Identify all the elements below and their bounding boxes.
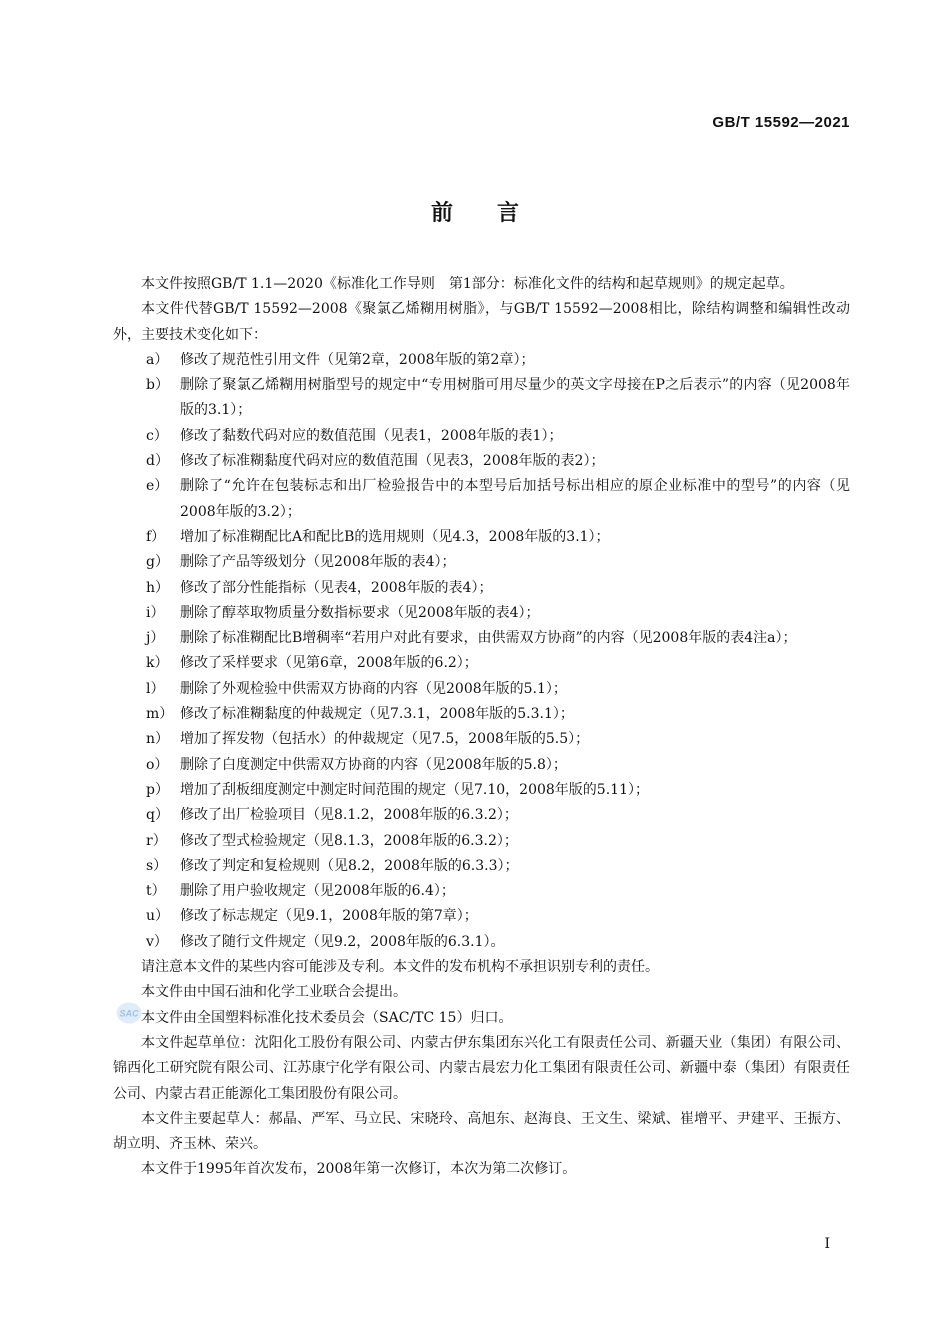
list-item [113, 677, 850, 702]
list-marker: f） [146, 528, 166, 545]
list-item [113, 854, 850, 879]
list-item [113, 727, 850, 752]
list-text: 修改了标准糊黏度代码对应的数值范围（见表3，2008年版的表2）； [180, 453, 605, 470]
list-marker: v） [146, 933, 168, 950]
list-marker: u） [146, 908, 170, 925]
list-marker: o） [146, 756, 169, 773]
patent-notice: 请注意本文件的某些内容可能涉及专利。本文件的发布机构不承担识别专利的责任。 [141, 959, 659, 976]
list-text: 删除了标准糊配比B增稠率“若用户对此有要求，由供需双方协商”的内容（见2008年版的表4注a）； [180, 630, 797, 647]
list-item [113, 576, 850, 601]
page-number: I [824, 1236, 830, 1252]
page-title: 前言 [430, 201, 563, 226]
list-marker: b） [146, 377, 169, 394]
list-item [113, 829, 850, 854]
sac-logo-icon [116, 1002, 142, 1024]
list-item [113, 626, 850, 651]
list-text: 修改了规范性引用文件（见第2章，2008年版的第2章）； [180, 351, 535, 368]
list-marker: l） [146, 680, 165, 697]
list-marker: i） [146, 604, 165, 621]
list-marker: g） [146, 554, 169, 571]
list-marker: a） [146, 351, 169, 368]
list-text: 增加了标准糊配比A和配比B的选用规则（见4.3，2008年版的3.1）； [180, 528, 610, 545]
list-item [113, 424, 850, 449]
list-marker: r） [146, 832, 167, 849]
list-text: 修改了黏数代码对应的数值范围（见表1，2008年版的表1）； [180, 427, 563, 444]
changes-list [113, 348, 850, 955]
list-text: 修改了标准糊黏度的仲裁规定（见7.3.1，2008年版的5.3.1）； [180, 706, 574, 723]
list-text: 修改了采样要求（见第6章，2008年版的6.2）； [180, 655, 478, 672]
committee-paragraph: 本文件由全国塑料标准化技术委员会（SAC/TC 15）归口。 [141, 1009, 513, 1026]
list-marker: k） [146, 655, 169, 672]
list-marker: c） [146, 427, 168, 444]
list-item [113, 930, 850, 955]
list-item [113, 449, 850, 474]
list-text: 删除了醇萃取物质量分数指标要求（见2008年版的表4）； [180, 604, 540, 621]
list-marker: e） [146, 478, 169, 495]
list-item [113, 474, 850, 525]
list-marker: m） [146, 706, 174, 723]
list-item [113, 525, 850, 550]
list-text: 增加了挥发物（包括水）的仲裁规定（见7.5，2008年版的5.5）； [180, 731, 590, 748]
drafting-units-paragraph: 本文件起草单位：沈阳化工股份有限公司、内蒙古伊东集团东兴化工有限责任公司、新疆天业（集团）有限公司、锦西化工研究院有限公司、江苏康宁化学有限公司、内蒙古晨宏力化工集团有限责任公司、新疆中泰（集团）有限责任公司、内蒙古君正能源化工集团股份有限公司。 [113, 1034, 850, 1102]
list-item [113, 373, 850, 424]
list-marker: j） [146, 630, 165, 647]
list-item [113, 879, 850, 904]
list-marker: h） [146, 579, 170, 596]
list-item [113, 778, 850, 803]
list-marker: n） [146, 731, 170, 748]
list-text: 修改了判定和复检规则（见8.2，2008年版的6.3.3）； [180, 857, 519, 874]
list-text: 修改了标志规定（见9.1，2008年版的第7章）； [180, 908, 478, 925]
foreword-body [113, 272, 850, 1183]
list-item [113, 803, 850, 828]
list-text: 删除了用户验收规定（见2008年版的6.4）； [180, 883, 455, 900]
list-marker: d） [146, 453, 169, 470]
list-text: 删除了“允许在包装标志和出厂检验报告中的本型号后加括号标出相应的原企业标准中的型号”的内容（见2008年版的3.2）； [180, 478, 850, 520]
list-marker: t） [146, 883, 166, 900]
list-text: 删除了产品等级划分（见2008年版的表4）； [180, 554, 456, 571]
list-item [113, 753, 850, 778]
proposer-paragraph: 本文件由中国石油和化学工业联合会提出。 [141, 984, 407, 1001]
list-text: 删除了聚氯乙烯糊用树脂型号的规定中“专用树脂可用尽量少的英文字母接在P之后表示”的内容（见2008年版的3.1）； [180, 377, 850, 419]
list-item [113, 550, 850, 575]
list-item [113, 702, 850, 727]
list-marker: p） [146, 781, 169, 798]
list-text: 删除了外观检验中供需双方协商的内容（见2008年版的5.1）； [180, 680, 567, 697]
sac-logo-text: SAC [119, 1008, 139, 1019]
list-text: 修改了型式检验规定（见8.1.3，2008年版的6.3.2）； [180, 832, 518, 849]
standard-code: GB/T 15592—2021 [712, 114, 850, 131]
list-marker: s） [146, 857, 168, 874]
history-paragraph: 本文件于1995年首次发布，2008年第一次修订，本次为第二次修订。 [141, 1161, 577, 1178]
list-text: 增加了刮板细度测定中测定时间范围的规定（见7.10，2008年版的5.11）； [180, 781, 649, 798]
list-item [113, 651, 850, 676]
list-item [113, 904, 850, 929]
intro-paragraph-1: 本文件按照GB/T 1.1—2020《标准化工作导则 第1部分：标准化文件的结构和起草规则》的规定起草。 [141, 276, 794, 292]
list-marker: q） [146, 807, 169, 824]
list-text: 修改了出厂检验项目（见8.1.2，2008年版的6.3.2）； [180, 807, 518, 824]
list-text: 修改了部分性能指标（见表4，2008年版的表4）； [180, 579, 493, 596]
list-item [113, 601, 850, 626]
drafters-paragraph: 本文件主要起草人：郝晶、严军、马立民、宋晓玲、高旭东、赵海良、王文生、梁斌、崔增平、尹建平、王振方、胡立明、齐玉林、荣兴。 [113, 1110, 850, 1153]
list-text: 删除了白度测定中供需双方协商的内容（见2008年版的5.8）； [180, 756, 567, 773]
intro-paragraph-2: 本文件代替GB/T 15592—2008《聚氯乙烯糊用树脂》，与GB/T 15592—2008相比，除结构调整和编辑性改动外，主要技术变化如下： [113, 301, 850, 343]
list-item [113, 348, 850, 373]
list-text: 修改了随行文件规定（见9.2，2008年版的6.3.1）。 [180, 933, 505, 950]
